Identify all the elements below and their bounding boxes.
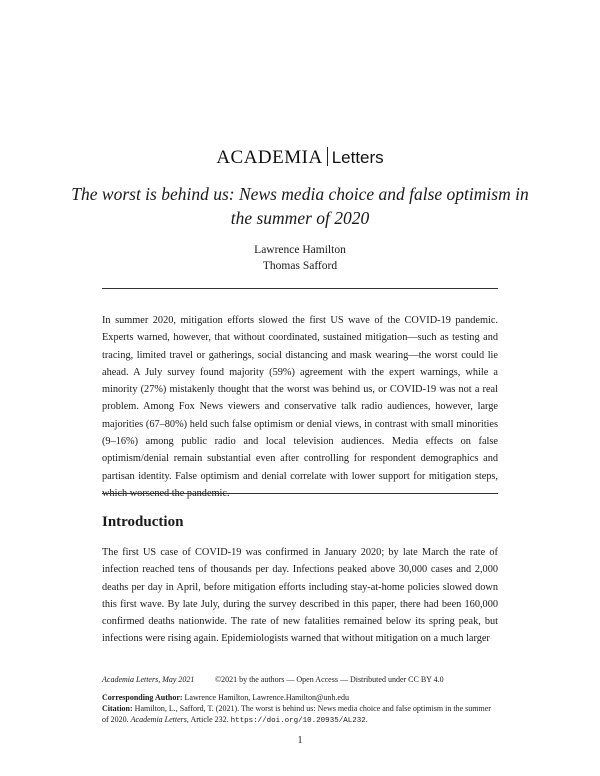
author-name: Thomas Safford: [262, 260, 338, 272]
footer-journal: Academia Letters, May 2021: [102, 675, 195, 684]
citation: [102, 703, 498, 727]
footer-metadata: [102, 692, 498, 727]
abstract-bottom-rule: [102, 493, 498, 494]
paper-title: The worst is behind us: News media choice and false optimism in the summer of 2020: [71, 184, 529, 228]
page-number: 1: [297, 735, 303, 746]
introduction-text: The first US case of COVID-19 was confirmed in January 2020; by late March the rate of infection reached tens of thousands per day. Infections peaked above 30,000 cases and 2,000 deaths per day in April, before mitigation efforts including stay-at-home policies slowed down this first wave. By late July, during the survey described in this paper, there had been 160,000 confirmed deaths nationwide. The rate of new fatalities remained below its spring peak, but infections were rising again. Epidemiologists warned that without mitigation on a much larger: [102, 547, 498, 645]
corresponding-author-label: Corresponding Author:: [102, 693, 183, 702]
corresponding-author-value: Lawrence Hamilton, Lawrence.Hamilton@unh.edu: [184, 693, 349, 702]
abstract-text: In summer 2020, mitigation efforts slowed the first US wave of the COVID-19 pandemic. Experts warned, however, that without coordinated, sustained mitigation—such as testing and tracing, limited travel or gatherings, social distancing and mask wearing—the worst could lie ahead. A July survey found majority (59%) agreement with the expert warnings, while a minority (27%) mistakenly thought that the worst was behind us, or COVID-19 was not a real problem. Among Fox News viewers and conservative talk radio audiences, however, large majorities (67–80%) held such false optimism or denial views, in contrast with small minorities (9–16%) among public radio and local television audiences. Media effects on false optimism/denial remain substantial even after controlling for respondent demographics and partisan identity. False optimism and denial correlate with lower support for mitigation steps,: [102, 315, 498, 482]
citation-article: , Article 232.: [186, 715, 229, 724]
citation-end: .: [365, 715, 368, 724]
masthead-separator: [327, 147, 328, 166]
citation-doi-link[interactable]: https://doi.org/10.20935/AL232: [230, 717, 366, 725]
footer-journal-row: [102, 674, 498, 685]
corresponding-author: [102, 692, 498, 703]
footer-license: ©2021 by the authors — Open Access — Distributed under CC BY 4.0: [215, 675, 444, 684]
citation-label: Citation:: [102, 704, 133, 713]
author-name: Lawrence Hamilton: [254, 244, 346, 256]
author-list: [0, 242, 600, 274]
masthead-brand: ACADEMIA: [216, 147, 323, 168]
journal-masthead: [0, 146, 600, 170]
citation-journal: Academia Letters: [130, 715, 187, 724]
abstract-top-rule: [102, 288, 498, 289]
citation-text: Hamilton, L., Safford, T. (2021). The worst is behind us: News media choice and false optimism in the summer of 2020.: [102, 704, 491, 724]
section-heading-introduction: Introduction: [102, 514, 184, 530]
masthead-section: Letters: [331, 148, 384, 167]
